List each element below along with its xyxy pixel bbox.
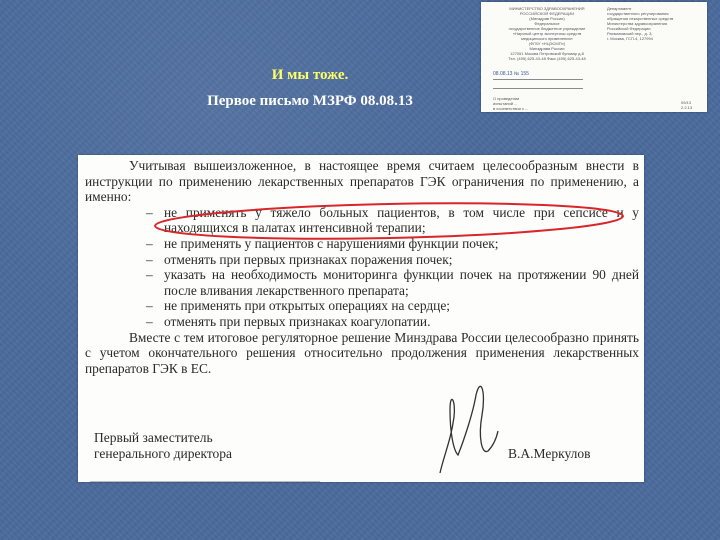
letter-first-page-thumbnail <box>481 2 707 112</box>
thumbnail-subject-block: О проведении испытаний ... в соответствии с ... <box>493 96 529 111</box>
list-item: – отменять при первых признаках поражения почек; <box>146 251 453 267</box>
letter-body <box>85 158 639 376</box>
thumbnail-recipient-block: Департамент государственного регулирования обращения лекарственных средств Министерства здравоохранения Российской Федерации Рахмановский пер., д. 3, г. Москва, ГСП-4, 127994 <box>607 6 674 41</box>
letter-page <box>78 155 644 482</box>
thumbnail-ref-underline-2 <box>493 88 583 89</box>
dash-bullet: – <box>146 235 153 251</box>
footer-rule <box>90 481 320 482</box>
dash-bullet: – <box>146 267 153 283</box>
restrictions-list <box>85 205 639 330</box>
slide-title: И мы тоже. <box>271 67 349 83</box>
dash-bullet: – <box>146 204 153 220</box>
letter-closing: Вместе с тем итоговое регуляторное решение Минздрава России целесообразно принять с учетом окончательного решения относительно продолжения применения лекарственных препаратов ГЭК в ЕС. <box>85 329 639 376</box>
thumbnail-sender-block: МИНИСТЕРСТВО ЗДРАВООХРАНЕНИЯ РОССИЙСКОЙ ФЕДЕРАЦИИ (Минздрав России) Федеральное государственное бюджетное учреждение «Научный центр экспертизы средств медицинского применения» (ФГБУ «НЦЭСМП») Минздрава России 127051 Москва Петровский бульвар д.8 Тел. (495) 625-43-48 Факс (495) 625-43-48 <box>508 6 586 61</box>
list-item: – отменять при первых признаках коагулопатии. <box>146 313 431 329</box>
list-item: – не применять у тяжело больных пациентов, в том числе при сепсисе и у находящихся в палатах интенсивной терапии; <box>146 204 639 236</box>
list-item: – не применять при открытых операциях на сердце; <box>146 298 451 314</box>
signer-name: В.А.Меркулов <box>508 446 591 461</box>
slide-heading <box>160 62 460 114</box>
thumbnail-ref-number: 08.08.13 № 155 <box>493 71 529 77</box>
slide-subtitle: Первое письмо МЗРФ 08.08.13 <box>207 93 413 109</box>
thumbnail-ref-underline <box>493 79 583 80</box>
handwritten-signature <box>440 386 498 473</box>
letter-intro: Учитывая вышеизложенное, в настоящее время считаем целесообразным внести в инструкции по применению лекарственных препаратов ГЭК ограничения по применению, а именно: <box>85 158 639 205</box>
signer-title: Первый заместитель генерального директора <box>94 430 233 461</box>
list-item: – не применять у пациентов с нарушениями функции почек; <box>146 235 499 251</box>
thumbnail-page-code: 09/13 2.2.13 <box>681 100 693 110</box>
dash-bullet: – <box>146 298 153 314</box>
list-item: – указать на необходимость мониторинга функции почек на протяжении 90 дней после вливания лекарственного препарата; <box>146 267 639 298</box>
dash-bullet: – <box>146 251 153 267</box>
dash-bullet: – <box>146 313 153 329</box>
